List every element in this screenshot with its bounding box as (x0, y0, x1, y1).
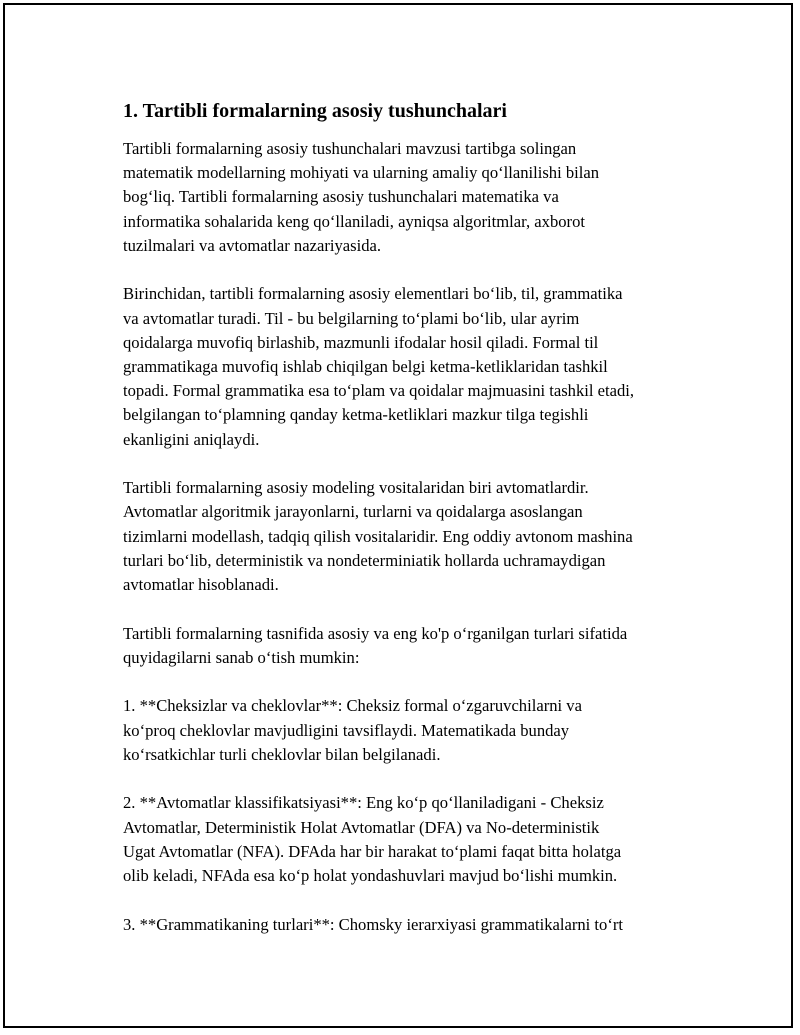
text-line: tuzilmalari va avtomatlar nazariyasida. (123, 235, 382, 255)
text-line: Birinchidan, tartibli formalarning asosiy elementlari bo‘lib, til, grammatika (123, 284, 623, 304)
text-line: Tartibli formalarning asosiy modeling vositalaridan biri avtomatlardir. (123, 478, 589, 498)
text-line: 1. **Cheksizlar va cheklovlar**: Cheksiz formal o‘zgaruvchilarni va (123, 696, 582, 716)
paragraph-automata (123, 476, 713, 597)
page-frame (3, 3, 793, 1028)
text-line: matematik modellarning mohiyati va ularning amaliy qo‘llanilishi bilan (123, 163, 600, 183)
text-line: bog‘liq. Tartibli formalarning asosiy tushunchalari matematika va (123, 187, 559, 207)
text-line: quyidagilarni sanab o‘tish mumkin: (123, 647, 360, 667)
section-heading: 1. Tartibli formalarning asosiy tushunchalari (123, 100, 507, 122)
list-item-3 (123, 913, 713, 937)
text-line: tizimlarni modellash, tadqiq qilish vositalaridir. Eng oddiy avtonom mashina (123, 526, 633, 546)
text-line: Avtomatlar, Deterministik Holat Avtomatlar (DFA) va No-deterministik (123, 817, 600, 837)
list-item-2 (123, 791, 713, 888)
text-line: avtomatlar hisoblanadi. (123, 575, 279, 595)
text-line: 2. **Avtomatlar klassifikatsiyasi**: Eng ko‘p qo‘llaniladigani - Cheksiz (123, 793, 604, 813)
text-line: ko‘rsatkichlar turli cheklovlar bilan belgilanadi. (123, 744, 441, 764)
paragraph-intro (123, 137, 713, 258)
text-line: 3. **Grammatikaning turlari**: Chomsky ierarxiyasi grammatikalarni to‘rt (123, 914, 623, 934)
text-line: Tartibli formalarning tasnifida asosiy va eng ko'p o‘rganilgan turlari sifatida (123, 623, 628, 643)
text-line: Avtomatlar algoritmik jarayonlarni, turlarni va qoidalarga asoslangan (123, 502, 583, 522)
paragraph-elements (123, 282, 713, 451)
text-line: topadi. Formal grammatika esa to‘plam va qoidalar majmuasini tashkil etadi, (123, 381, 635, 401)
text-line: turlari bo‘lib, deterministik va nondeterminiatik hollarda uchramaydigan (123, 550, 606, 570)
document-body (123, 97, 713, 961)
text-line: Ugat Avtomatlar (NFA). DFAda har bir harakat to‘plami faqat bitta holatga (123, 841, 622, 861)
text-line: informatika sohalarida keng qo‘llaniladi, ayniqsa algoritmlar, axborot (123, 211, 585, 231)
text-line: grammatikaga muvofiq ishlab chiqilgan belgi ketma-ketliklaridan tashkil (123, 357, 608, 377)
text-line: Tartibli formalarning asosiy tushunchalari mavzusi tartibga solingan (123, 139, 577, 158)
text-line: qoidalarga muvofiq birlashib, mazmunli ifodalar hosil qiladi. Formal til (123, 332, 599, 352)
paragraph-classification (123, 622, 713, 670)
text-line: va avtomatlar turadi. Til - bu belgilarning to‘plami bo‘lib, ular ayrim (123, 308, 580, 328)
text-line: ko‘proq cheklovlar mavjudligini tavsiflaydi. Matematikada bunday (123, 720, 570, 740)
text-line: belgilangan to‘plamning qanday ketma-ketliklari mazkur tilga tegishli (123, 405, 589, 425)
text-line: olib keladi, NFAda esa ko‘p holat yondashuvlari mavjud bo‘lishi mumkin. (123, 866, 618, 886)
list-item-1 (123, 694, 713, 767)
text-line: ekanligini aniqlaydi. (123, 429, 260, 449)
